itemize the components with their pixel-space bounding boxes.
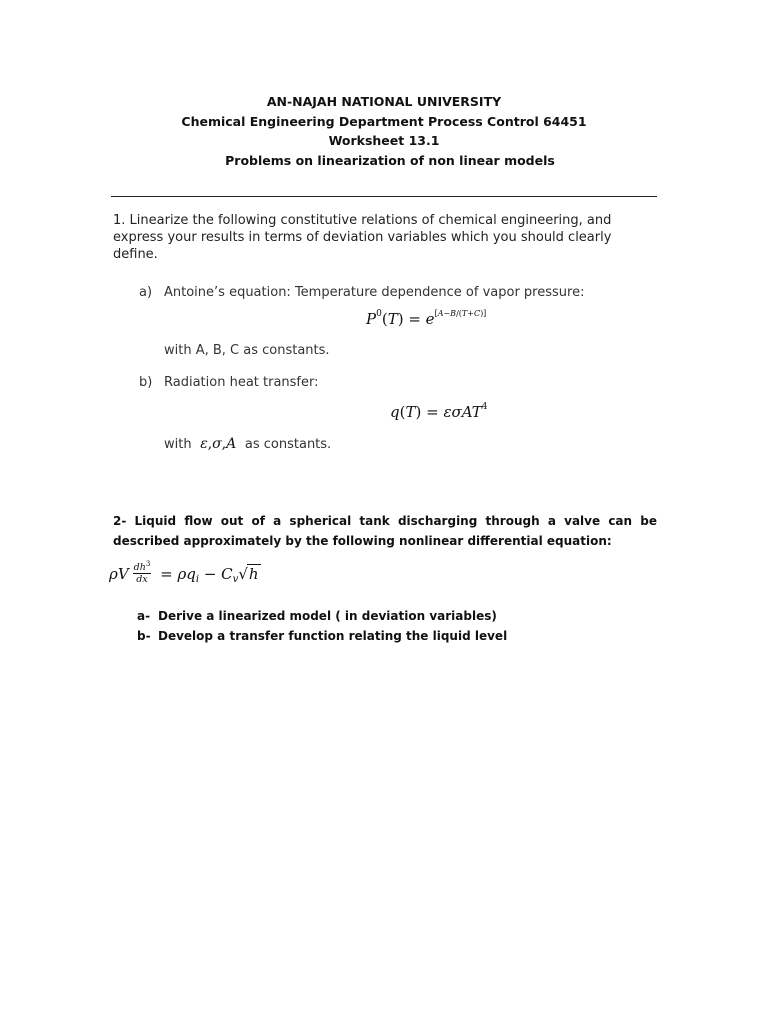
constants-symbols: ε,σ,A xyxy=(200,436,237,452)
question-1b-note xyxy=(164,436,331,452)
question-2-text: 2- Liquid flow out of a spherical tank discharging through a valve can be described approximately by the following nonlinear differential equation: xyxy=(113,514,657,548)
question-2a-text: Derive a linearized model ( in deviation variables) xyxy=(158,609,497,623)
question-2a xyxy=(137,609,497,623)
question-2b xyxy=(137,629,507,643)
question-1b-tag: b) xyxy=(139,375,153,390)
question-1a xyxy=(139,285,584,300)
radiation-equation: q(T) = εσAT$^4$ xyxy=(390,402,488,421)
question-1b xyxy=(139,375,319,390)
department-course: Chemical Engineering Department Process Control 64451 xyxy=(181,113,587,129)
derivative-fraction: $\frac{dh^3}{dx}$ xyxy=(133,560,151,585)
worksheet-number: Worksheet 13.1 xyxy=(328,133,440,148)
antoine-equation: $P^0(T) = e[A-B/(T+C)]$ xyxy=(366,309,487,328)
header-divider xyxy=(111,196,657,197)
question-1b-text: Radiation heat transfer: xyxy=(164,375,319,390)
question-1a-note: with A, B, C as constants. xyxy=(164,343,330,358)
university-name: AN-NAJAH NATIONAL UNIVERSITY xyxy=(266,94,502,109)
worksheet-topic: Problems on linearization of non linear models xyxy=(225,152,555,168)
question-1-text: 1. Linearize the following constitutive relations of chemical engineering, and express your results in terms of deviation variables which you should clearly define. xyxy=(113,213,612,262)
document-header xyxy=(0,92,768,170)
question-1a-tag: a) xyxy=(139,285,153,300)
question-1b-note-prefix: with xyxy=(164,437,192,452)
question-1a-text: Antoine’s equation: Temperature dependence of vapor pressure: xyxy=(164,285,585,300)
question-2a-tag: a- xyxy=(137,609,151,623)
question-2b-text: Develop a transfer function relating the liquid level xyxy=(158,629,508,643)
tank-differential-equation: ρV $\frac{dh^3}{dx}$ = $\rho q_i - C_v√h$ xyxy=(109,560,259,585)
question-2b-tag: b- xyxy=(137,629,151,643)
question-1b-note-suffix: as constants. xyxy=(244,437,332,452)
